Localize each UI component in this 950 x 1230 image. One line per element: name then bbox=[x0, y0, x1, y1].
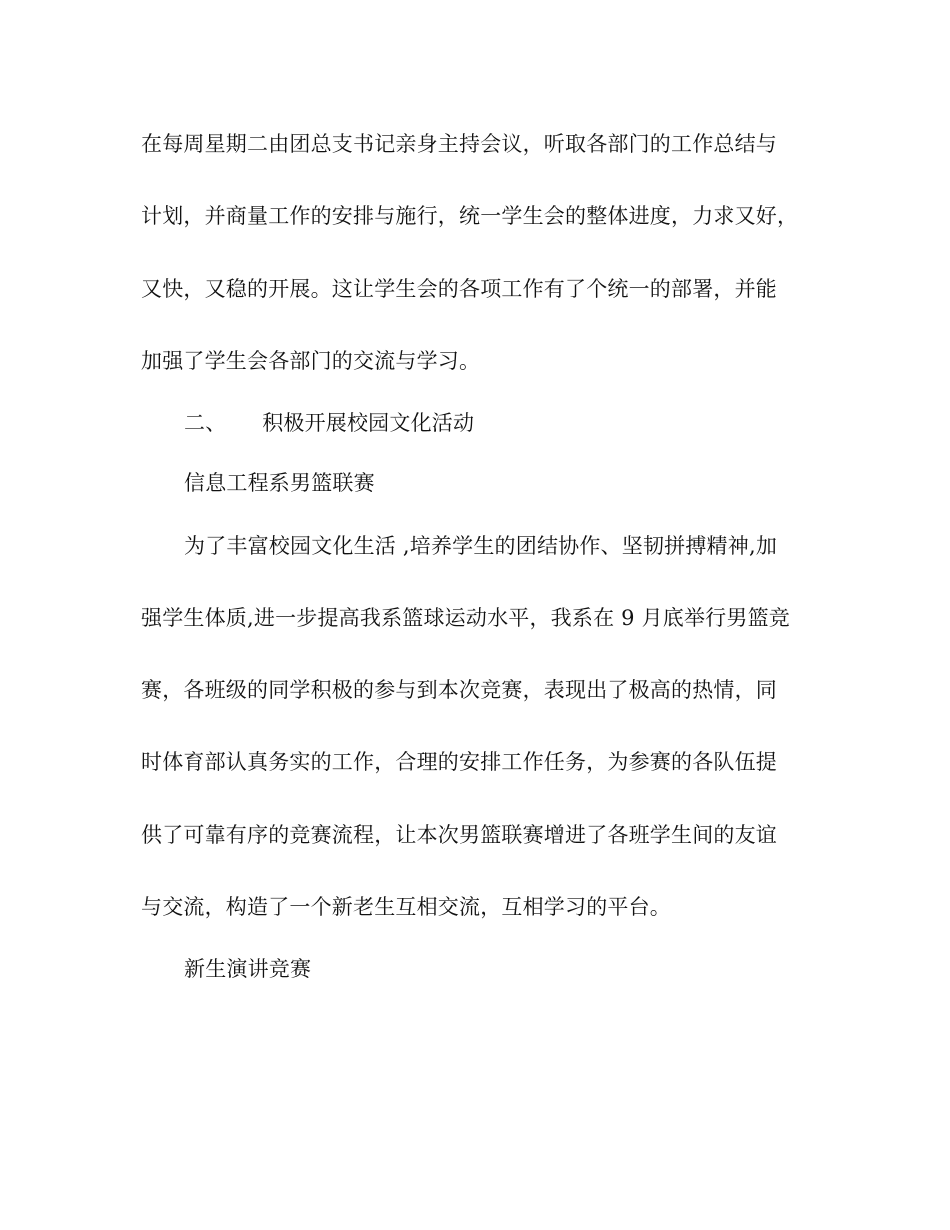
text-line: 时体育部认真务实的工作，合理的安排工作任务，为参赛的各队伍提 bbox=[141, 750, 777, 774]
text-line: 加强了学生会各部门的交流与学习。 bbox=[141, 349, 481, 373]
text-line: 计划，并商量工作的安排与施行，统一学生会的整体进度，力求又好， bbox=[141, 204, 799, 228]
text-line: 赛，各班级的同学积极的参与到本次竞赛，表现出了极高的热情，同 bbox=[141, 678, 777, 702]
subheading-speech-contest: 新生演讲竞赛 bbox=[184, 957, 312, 981]
text-line: 与交流，构造了一个新老生互相交流，互相学习的平台。 bbox=[141, 895, 671, 919]
section-number: 二、 bbox=[184, 411, 227, 435]
section-title: 积极开展校园文化活动 bbox=[262, 411, 475, 435]
section-heading bbox=[184, 409, 474, 437]
text-line: 在每周星期二由团总支书记亲身主持会议，听取各部门的工作总结与 bbox=[141, 132, 777, 156]
text-line: 强学生体质,进一步提高我系篮球运动水平，我系在 9 月底举行男篮竞 bbox=[141, 606, 790, 630]
subheading-basketball: 信息工程系男篮联赛 bbox=[184, 471, 375, 495]
text-line: 又快，又稳的开展。这让学生会的各项工作有了个统一的部署，并能 bbox=[141, 277, 777, 301]
text-line: 为了丰富校园文化生活 ,培养学生的团结协作、坚韧拼搏精神,加 bbox=[184, 534, 778, 558]
text-line: 供了可靠有序的竞赛流程，让本次男篮联赛增进了各班学生间的友谊 bbox=[141, 823, 777, 847]
